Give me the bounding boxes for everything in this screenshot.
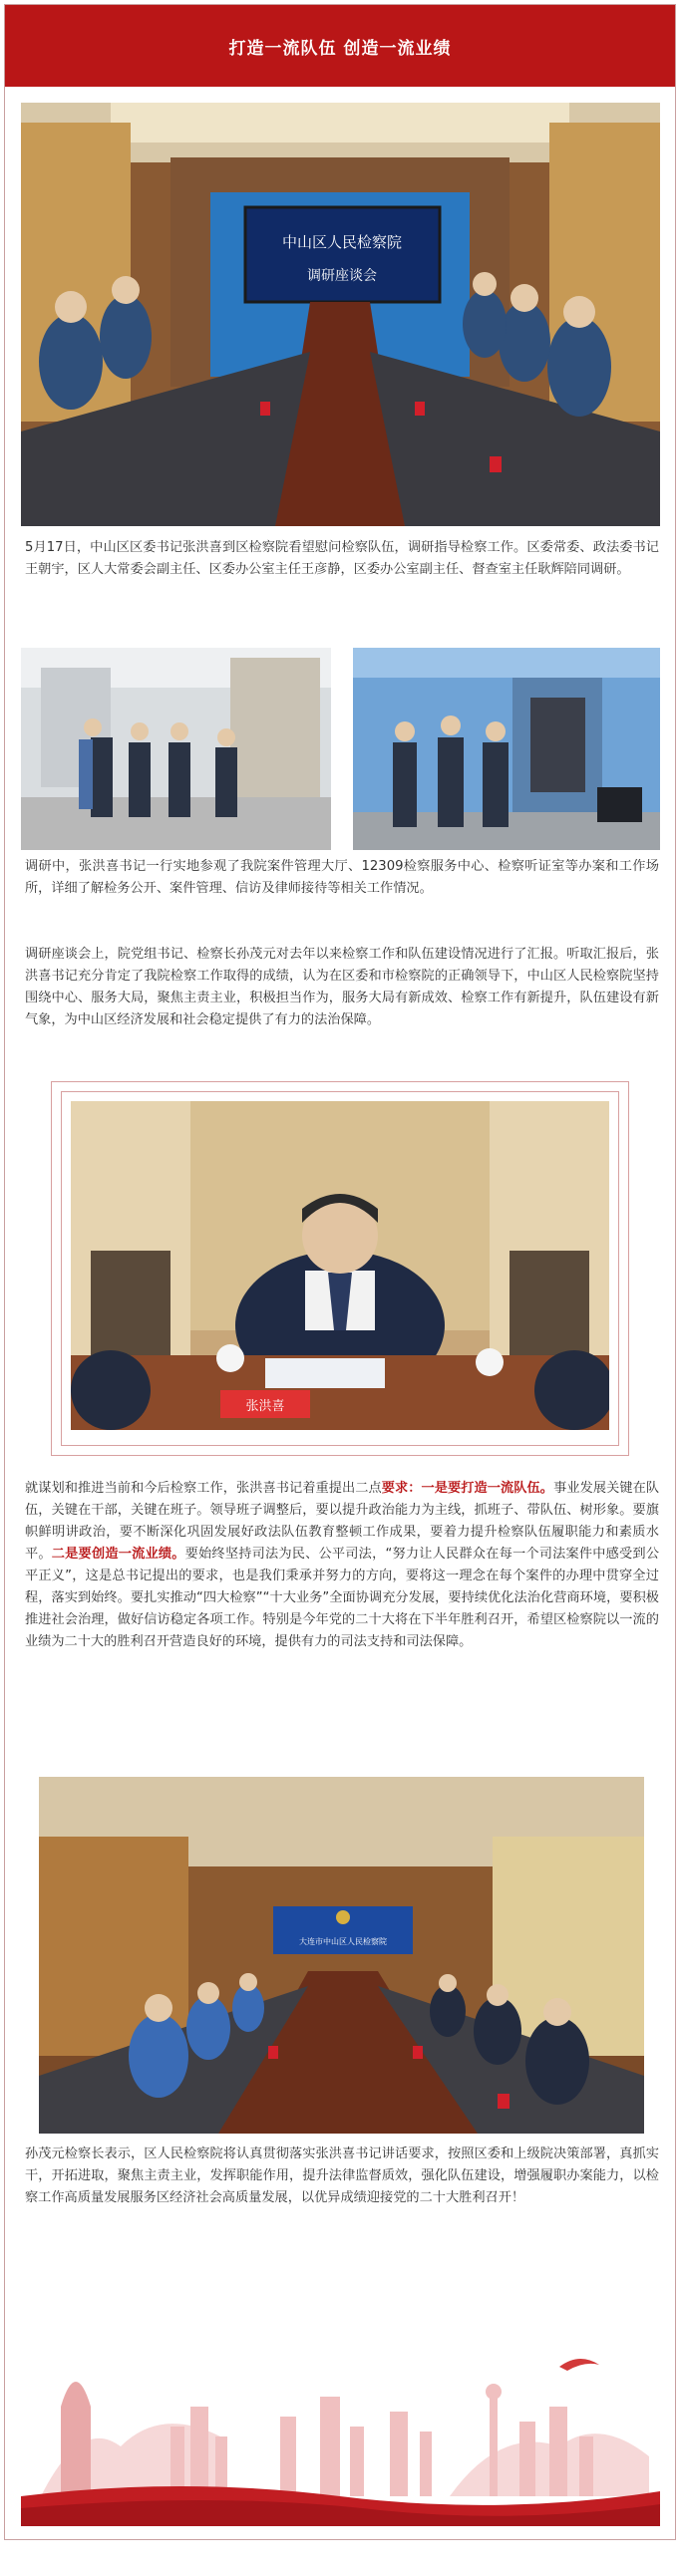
inspection-photo-2-image <box>353 648 660 850</box>
paragraph-3-bold-1: 要求：一是要打造一流队伍。 <box>381 1481 554 1496</box>
meeting-photo-1-image <box>21 103 660 526</box>
footer-skyline <box>21 2297 660 2526</box>
paragraph-3-text-3: 要始终坚持司法为民、公平司法，“努力让人民群众在每一个司法案件中感受到公平正义”，这是总书记提出的要求，也是我们秉承并努力的方向，要将这一理念在每个案件的办理中贯穿全过程，落实到始终。要扎实推动“四大检察”“十大业务”全面协调充分发展，要持续优化法治化营商环境，要积极推进社会治理，做好信访稳定各项工作。特别是今年党的二十大将在下半年胜利召开，希望区检察院以一流的业绩为二十大的胜利召开营造良好的环境，提供有力的司法支持和司法保障。 <box>25 1547 660 1649</box>
inspection-photo-1 <box>21 648 331 850</box>
meeting-photo-2-image <box>39 1777 644 2134</box>
paragraph-3-text-1: 就谋划和推进当前和今后检察工作，张洪喜书记着重提出二点 <box>25 1481 382 1496</box>
article-frame <box>4 4 676 2540</box>
paragraph-3-text-2: 事业发展关键在队伍，关键在干部，关键在班子。领导班子调整后，要以提升政治能力为主线，抓班子、带队伍、树形象。要旗帜鲜明讲政治，要不断深化巩固发展好政法队伍教育整顿工作成果，要着力提升检察队伍履职能力和素质水平。 <box>25 1481 660 1562</box>
speaker-photo-image <box>71 1101 609 1430</box>
article-title: 打造一流队伍 创造一流业绩 <box>228 38 452 59</box>
paragraph-3 <box>25 1478 659 1653</box>
monument-icon <box>61 2382 91 2496</box>
paragraph-1: 5月17日，中山区区委书记张洪喜到区检察院看望慰问检察队伍，调研指导检察工作。区委常委、政法委书记王朝宇，区人大常委会副主任、区委办公室主任王彦静，区委办公室副主任、督查室主任耿辉陪同调研。 <box>25 540 659 577</box>
meeting-photo-2 <box>39 1777 644 2134</box>
inspection-photo-2 <box>353 648 660 850</box>
screen-text-line2: 调研座谈会 <box>307 268 377 284</box>
article-title-banner <box>5 5 675 87</box>
paragraph-2a: 调研中，张洪喜书记一行实地参观了我院案件管理大厅、12309检察服务中心、检察听证室等办案和工作场所，详细了解检务公开、案件管理、信访及律师接待等相关工作情况。 <box>25 859 659 896</box>
nameplate-text: 张洪喜 <box>245 1399 285 1414</box>
paragraph-3-bold-2: 二是要创造一流业绩。 <box>51 1547 185 1562</box>
meeting-photo-1 <box>21 103 660 526</box>
footer-decoration <box>21 2297 660 2526</box>
paragraph-2b: 调研座谈会上，院党组书记、检察长孙茂元对去年以来检察工作和队伍建设情况进行了汇报。听取汇报后，张洪喜书记充分肯定了我院检察工作取得的成绩，认为在区委和市检察院的正确领导下，中山区人民检察院坚持围绕中心、服务大局，聚焦主责主业，积极担当作为，服务大局有新成效、检察工作有新提升，队伍建设有新气象，为中山区经济发展和社会稳定提供了有力的法治保障。 <box>25 947 659 1027</box>
inspection-photo-1-image <box>21 648 331 850</box>
speaker-photo <box>71 1101 609 1430</box>
paragraph-4: 孙茂元检察长表示，区人民检察院将认真贯彻落实张洪喜书记讲话要求，按照区委和上级院决策部署，真抓实干，开拓进取，聚焦主责主业，发挥职能作用，提升法律监督质效，强化队伍建设，增强履职办案能力，以检察工作高质量发展服务区经济社会高质量发展，以优异成绩迎接党的二十大胜利召开！ <box>25 2147 659 2205</box>
screen-text-line1: 中山区人民检察院 <box>281 233 403 251</box>
wall-text: 大连市中山区人民检察院 <box>299 1937 387 1946</box>
